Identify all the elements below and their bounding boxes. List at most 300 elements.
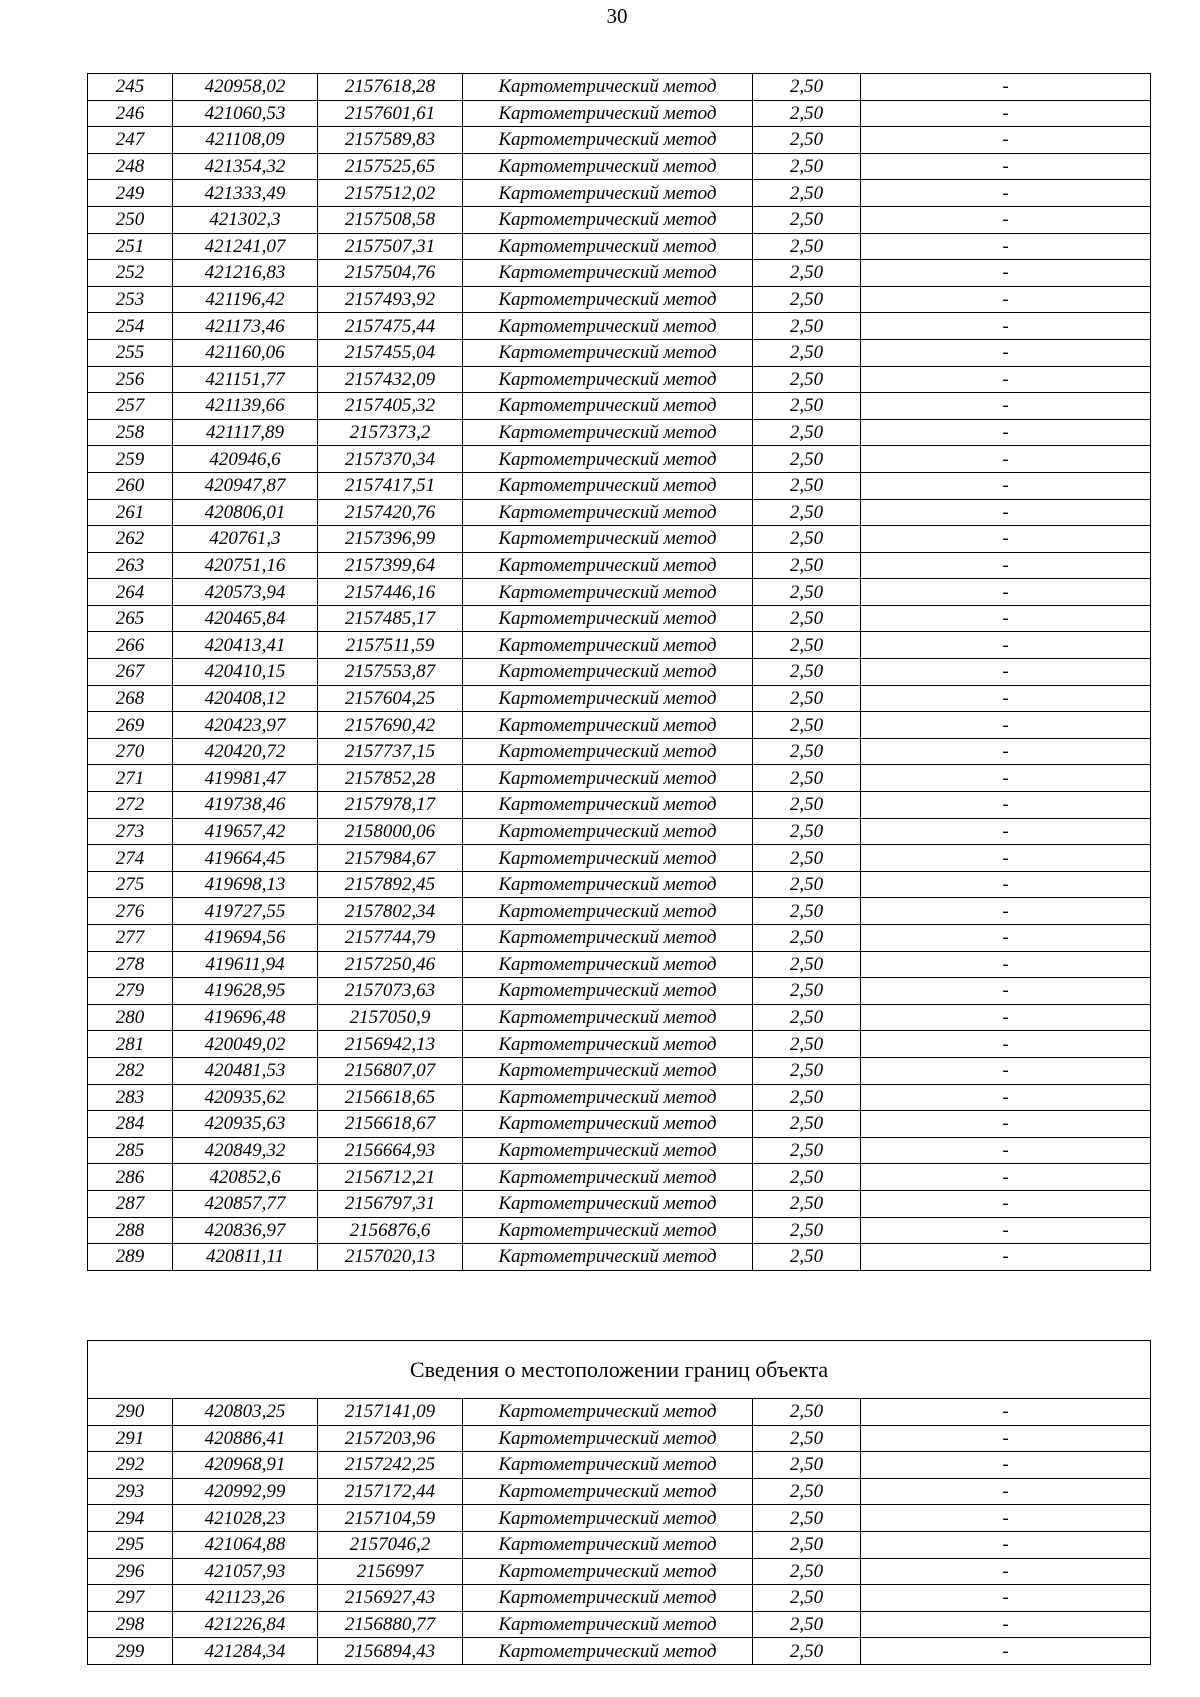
x-coordinate-cell: 419694,56 xyxy=(173,925,318,952)
y-coordinate-cell: 2158000,06 xyxy=(318,818,463,845)
note-cell: - xyxy=(861,1531,1151,1558)
method-cell: Картометрический метод xyxy=(463,153,753,180)
y-coordinate-cell: 2156618,67 xyxy=(318,1111,463,1138)
y-coordinate-cell: 2157203,96 xyxy=(318,1425,463,1452)
accuracy-cell: 2,50 xyxy=(753,1531,861,1558)
x-coordinate-cell: 420049,02 xyxy=(173,1031,318,1058)
x-coordinate-cell: 420573,94 xyxy=(173,579,318,606)
table-row xyxy=(88,1478,1151,1505)
accuracy-cell: 2,50 xyxy=(753,1137,861,1164)
method-cell: Картометрический метод xyxy=(463,1217,753,1244)
point-number-cell: 274 xyxy=(88,845,173,872)
point-number-cell: 254 xyxy=(88,313,173,340)
x-coordinate-cell: 419738,46 xyxy=(173,792,318,819)
y-coordinate-cell: 2156997 xyxy=(318,1558,463,1585)
y-coordinate-cell: 2157250,46 xyxy=(318,951,463,978)
method-cell: Картометрический метод xyxy=(463,100,753,127)
note-cell: - xyxy=(861,1399,1151,1426)
point-number-cell: 276 xyxy=(88,898,173,925)
y-coordinate-cell: 2157511,59 xyxy=(318,632,463,659)
method-cell: Картометрический метод xyxy=(463,951,753,978)
point-number-cell: 259 xyxy=(88,446,173,473)
table-row xyxy=(88,499,1151,526)
method-cell: Картометрический метод xyxy=(463,605,753,632)
y-coordinate-cell: 2157744,79 xyxy=(318,925,463,952)
table-row xyxy=(88,898,1151,925)
y-coordinate-cell: 2156664,93 xyxy=(318,1137,463,1164)
method-cell: Картометрический метод xyxy=(463,339,753,366)
point-number-cell: 256 xyxy=(88,366,173,393)
accuracy-cell: 2,50 xyxy=(753,74,861,101)
note-cell: - xyxy=(861,1190,1151,1217)
accuracy-cell: 2,50 xyxy=(753,738,861,765)
accuracy-cell: 2,50 xyxy=(753,1585,861,1612)
note-cell: - xyxy=(861,127,1151,154)
accuracy-cell: 2,50 xyxy=(753,180,861,207)
accuracy-cell: 2,50 xyxy=(753,526,861,553)
note-cell: - xyxy=(861,1111,1151,1138)
accuracy-cell: 2,50 xyxy=(753,1611,861,1638)
note-cell: - xyxy=(861,180,1151,207)
accuracy-cell: 2,50 xyxy=(753,818,861,845)
point-number-cell: 261 xyxy=(88,499,173,526)
x-coordinate-cell: 421226,84 xyxy=(173,1611,318,1638)
method-cell: Картометрический метод xyxy=(463,526,753,553)
accuracy-cell: 2,50 xyxy=(753,472,861,499)
point-number-cell: 292 xyxy=(88,1452,173,1479)
x-coordinate-cell: 421196,42 xyxy=(173,286,318,313)
table-row xyxy=(88,1505,1151,1532)
point-number-cell: 283 xyxy=(88,1084,173,1111)
accuracy-cell: 2,50 xyxy=(753,579,861,606)
note-cell: - xyxy=(861,1031,1151,1058)
x-coordinate-cell: 421302,3 xyxy=(173,206,318,233)
method-cell: Картометрический метод xyxy=(463,366,753,393)
method-cell: Картометрический метод xyxy=(463,792,753,819)
method-cell: Картометрический метод xyxy=(463,286,753,313)
x-coordinate-cell: 421216,83 xyxy=(173,260,318,287)
method-cell: Картометрический метод xyxy=(463,632,753,659)
x-coordinate-cell: 420465,84 xyxy=(173,605,318,632)
note-cell: - xyxy=(861,260,1151,287)
method-cell: Картометрический метод xyxy=(463,1190,753,1217)
x-coordinate-cell: 421241,07 xyxy=(173,233,318,260)
y-coordinate-cell: 2157852,28 xyxy=(318,765,463,792)
table-row xyxy=(88,153,1151,180)
x-coordinate-cell: 420761,3 xyxy=(173,526,318,553)
method-cell: Картометрический метод xyxy=(463,845,753,872)
note-cell: - xyxy=(861,871,1151,898)
x-coordinate-cell: 419727,55 xyxy=(173,898,318,925)
method-cell: Картометрический метод xyxy=(463,260,753,287)
accuracy-cell: 2,50 xyxy=(753,925,861,952)
method-cell: Картометрический метод xyxy=(463,393,753,420)
y-coordinate-cell: 2156942,13 xyxy=(318,1031,463,1058)
accuracy-cell: 2,50 xyxy=(753,978,861,1005)
point-number-cell: 286 xyxy=(88,1164,173,1191)
method-cell: Картометрический метод xyxy=(463,712,753,739)
table-row xyxy=(88,393,1151,420)
accuracy-cell: 2,50 xyxy=(753,1164,861,1191)
point-number-cell: 265 xyxy=(88,605,173,632)
method-cell: Картометрический метод xyxy=(463,1031,753,1058)
x-coordinate-cell: 420992,99 xyxy=(173,1478,318,1505)
x-coordinate-cell: 419628,95 xyxy=(173,978,318,1005)
y-coordinate-cell: 2157512,02 xyxy=(318,180,463,207)
method-cell: Картометрический метод xyxy=(463,685,753,712)
note-cell: - xyxy=(861,419,1151,446)
method-cell: Картометрический метод xyxy=(463,1585,753,1612)
coordinates-table-top xyxy=(87,73,1151,1271)
accuracy-cell: 2,50 xyxy=(753,659,861,686)
method-cell: Картометрический метод xyxy=(463,1057,753,1084)
method-cell: Картометрический метод xyxy=(463,552,753,579)
accuracy-cell: 2,50 xyxy=(753,1425,861,1452)
table-row xyxy=(88,1111,1151,1138)
table-row xyxy=(88,792,1151,819)
y-coordinate-cell: 2157978,17 xyxy=(318,792,463,819)
table-row xyxy=(88,526,1151,553)
table-row xyxy=(88,206,1151,233)
accuracy-cell: 2,50 xyxy=(753,206,861,233)
table-row xyxy=(88,925,1151,952)
table-row xyxy=(88,579,1151,606)
table-row xyxy=(88,685,1151,712)
y-coordinate-cell: 2157373,2 xyxy=(318,419,463,446)
point-number-cell: 288 xyxy=(88,1217,173,1244)
y-coordinate-cell: 2157618,28 xyxy=(318,74,463,101)
method-cell: Картометрический метод xyxy=(463,1084,753,1111)
note-cell: - xyxy=(861,1057,1151,1084)
x-coordinate-cell: 420886,41 xyxy=(173,1425,318,1452)
accuracy-cell: 2,50 xyxy=(753,951,861,978)
x-coordinate-cell: 420946,6 xyxy=(173,446,318,473)
accuracy-cell: 2,50 xyxy=(753,1217,861,1244)
x-coordinate-cell: 420481,53 xyxy=(173,1057,318,1084)
method-cell: Картометрический метод xyxy=(463,233,753,260)
section-heading-row xyxy=(88,1341,1151,1399)
table-row xyxy=(88,472,1151,499)
point-number-cell: 285 xyxy=(88,1137,173,1164)
table-row xyxy=(88,1190,1151,1217)
y-coordinate-cell: 2157589,83 xyxy=(318,127,463,154)
accuracy-cell: 2,50 xyxy=(753,233,861,260)
method-cell: Картометрический метод xyxy=(463,898,753,925)
accuracy-cell: 2,50 xyxy=(753,1558,861,1585)
point-number-cell: 264 xyxy=(88,579,173,606)
table-row xyxy=(88,1164,1151,1191)
method-cell: Картометрический метод xyxy=(463,1399,753,1426)
accuracy-cell: 2,50 xyxy=(753,153,861,180)
accuracy-cell: 2,50 xyxy=(753,419,861,446)
table-row xyxy=(88,446,1151,473)
y-coordinate-cell: 2157141,09 xyxy=(318,1399,463,1426)
point-number-cell: 258 xyxy=(88,419,173,446)
method-cell: Картометрический метод xyxy=(463,978,753,1005)
method-cell: Картометрический метод xyxy=(463,419,753,446)
y-coordinate-cell: 2157242,25 xyxy=(318,1452,463,1479)
y-coordinate-cell: 2157417,51 xyxy=(318,472,463,499)
method-cell: Картометрический метод xyxy=(463,446,753,473)
table-row xyxy=(88,313,1151,340)
note-cell: - xyxy=(861,366,1151,393)
x-coordinate-cell: 420968,91 xyxy=(173,1452,318,1479)
x-coordinate-cell: 420935,62 xyxy=(173,1084,318,1111)
note-cell: - xyxy=(861,100,1151,127)
point-number-cell: 279 xyxy=(88,978,173,1005)
y-coordinate-cell: 2156712,21 xyxy=(318,1164,463,1191)
table-row xyxy=(88,1399,1151,1426)
note-cell: - xyxy=(861,579,1151,606)
method-cell: Картометрический метод xyxy=(463,1004,753,1031)
table-row xyxy=(88,765,1151,792)
note-cell: - xyxy=(861,206,1151,233)
coordinates-table-bottom xyxy=(87,1340,1151,1665)
note-cell: - xyxy=(861,1244,1151,1271)
point-number-cell: 255 xyxy=(88,339,173,366)
y-coordinate-cell: 2157802,34 xyxy=(318,898,463,925)
table-row xyxy=(88,1217,1151,1244)
accuracy-cell: 2,50 xyxy=(753,685,861,712)
x-coordinate-cell: 420852,6 xyxy=(173,1164,318,1191)
y-coordinate-cell: 2157604,25 xyxy=(318,685,463,712)
table-row xyxy=(88,605,1151,632)
table-row xyxy=(88,419,1151,446)
note-cell: - xyxy=(861,233,1151,260)
point-number-cell: 290 xyxy=(88,1399,173,1426)
x-coordinate-cell: 421108,09 xyxy=(173,127,318,154)
section-title: Сведения о местоположении границ объекта xyxy=(88,1341,1151,1399)
y-coordinate-cell: 2157525,65 xyxy=(318,153,463,180)
y-coordinate-cell: 2157405,32 xyxy=(318,393,463,420)
point-number-cell: 269 xyxy=(88,712,173,739)
point-number-cell: 273 xyxy=(88,818,173,845)
accuracy-cell: 2,50 xyxy=(753,1244,861,1271)
table-row xyxy=(88,1558,1151,1585)
note-cell: - xyxy=(861,1558,1151,1585)
x-coordinate-cell: 420803,25 xyxy=(173,1399,318,1426)
y-coordinate-cell: 2157046,2 xyxy=(318,1531,463,1558)
table-row xyxy=(88,366,1151,393)
point-number-cell: 284 xyxy=(88,1111,173,1138)
note-cell: - xyxy=(861,1505,1151,1532)
point-number-cell: 246 xyxy=(88,100,173,127)
y-coordinate-cell: 2157553,87 xyxy=(318,659,463,686)
table-row xyxy=(88,818,1151,845)
point-number-cell: 294 xyxy=(88,1505,173,1532)
accuracy-cell: 2,50 xyxy=(753,712,861,739)
table-row xyxy=(88,1585,1151,1612)
accuracy-cell: 2,50 xyxy=(753,366,861,393)
method-cell: Картометрический метод xyxy=(463,925,753,952)
method-cell: Картометрический метод xyxy=(463,765,753,792)
accuracy-cell: 2,50 xyxy=(753,499,861,526)
table-row xyxy=(88,1638,1151,1665)
accuracy-cell: 2,50 xyxy=(753,765,861,792)
y-coordinate-cell: 2157455,04 xyxy=(318,339,463,366)
point-number-cell: 248 xyxy=(88,153,173,180)
method-cell: Картометрический метод xyxy=(463,1478,753,1505)
method-cell: Картометрический метод xyxy=(463,1137,753,1164)
accuracy-cell: 2,50 xyxy=(753,1478,861,1505)
table-row xyxy=(88,286,1151,313)
y-coordinate-cell: 2156618,65 xyxy=(318,1084,463,1111)
note-cell: - xyxy=(861,765,1151,792)
accuracy-cell: 2,50 xyxy=(753,632,861,659)
note-cell: - xyxy=(861,499,1151,526)
y-coordinate-cell: 2157485,17 xyxy=(318,605,463,632)
table-row xyxy=(88,127,1151,154)
accuracy-cell: 2,50 xyxy=(753,1399,861,1426)
table-row xyxy=(88,659,1151,686)
point-number-cell: 260 xyxy=(88,472,173,499)
x-coordinate-cell: 420410,15 xyxy=(173,659,318,686)
y-coordinate-cell: 2157446,16 xyxy=(318,579,463,606)
y-coordinate-cell: 2157073,63 xyxy=(318,978,463,1005)
point-number-cell: 287 xyxy=(88,1190,173,1217)
y-coordinate-cell: 2157690,42 xyxy=(318,712,463,739)
accuracy-cell: 2,50 xyxy=(753,1084,861,1111)
x-coordinate-cell: 420413,41 xyxy=(173,632,318,659)
table-row xyxy=(88,233,1151,260)
y-coordinate-cell: 2157892,45 xyxy=(318,871,463,898)
point-number-cell: 289 xyxy=(88,1244,173,1271)
note-cell: - xyxy=(861,446,1151,473)
note-cell: - xyxy=(861,1137,1151,1164)
note-cell: - xyxy=(861,1452,1151,1479)
point-number-cell: 277 xyxy=(88,925,173,952)
accuracy-cell: 2,50 xyxy=(753,339,861,366)
x-coordinate-cell: 420423,97 xyxy=(173,712,318,739)
accuracy-cell: 2,50 xyxy=(753,1004,861,1031)
note-cell: - xyxy=(861,1425,1151,1452)
note-cell: - xyxy=(861,659,1151,686)
table-row xyxy=(88,260,1151,287)
x-coordinate-cell: 419981,47 xyxy=(173,765,318,792)
accuracy-cell: 2,50 xyxy=(753,1452,861,1479)
x-coordinate-cell: 421028,23 xyxy=(173,1505,318,1532)
point-number-cell: 282 xyxy=(88,1057,173,1084)
table-row xyxy=(88,1244,1151,1271)
note-cell: - xyxy=(861,153,1151,180)
method-cell: Картометрический метод xyxy=(463,472,753,499)
y-coordinate-cell: 2157104,59 xyxy=(318,1505,463,1532)
x-coordinate-cell: 421064,88 xyxy=(173,1531,318,1558)
table-row xyxy=(88,180,1151,207)
table-row xyxy=(88,1084,1151,1111)
note-cell: - xyxy=(861,925,1151,952)
method-cell: Картометрический метод xyxy=(463,1505,753,1532)
method-cell: Картометрический метод xyxy=(463,313,753,340)
note-cell: - xyxy=(861,978,1151,1005)
table-row xyxy=(88,1031,1151,1058)
accuracy-cell: 2,50 xyxy=(753,260,861,287)
note-cell: - xyxy=(861,845,1151,872)
accuracy-cell: 2,50 xyxy=(753,898,861,925)
y-coordinate-cell: 2157399,64 xyxy=(318,552,463,579)
point-number-cell: 267 xyxy=(88,659,173,686)
point-number-cell: 278 xyxy=(88,951,173,978)
method-cell: Картометрический метод xyxy=(463,1531,753,1558)
y-coordinate-cell: 2157370,34 xyxy=(318,446,463,473)
point-number-cell: 262 xyxy=(88,526,173,553)
point-number-cell: 253 xyxy=(88,286,173,313)
x-coordinate-cell: 419657,42 xyxy=(173,818,318,845)
x-coordinate-cell: 420935,63 xyxy=(173,1111,318,1138)
note-cell: - xyxy=(861,898,1151,925)
x-coordinate-cell: 420420,72 xyxy=(173,738,318,765)
x-coordinate-cell: 420408,12 xyxy=(173,685,318,712)
note-cell: - xyxy=(861,712,1151,739)
accuracy-cell: 2,50 xyxy=(753,1505,861,1532)
x-coordinate-cell: 420751,16 xyxy=(173,552,318,579)
table-row xyxy=(88,1425,1151,1452)
table-row xyxy=(88,552,1151,579)
note-cell: - xyxy=(861,605,1151,632)
point-number-cell: 270 xyxy=(88,738,173,765)
method-cell: Картометрический метод xyxy=(463,818,753,845)
x-coordinate-cell: 421117,89 xyxy=(173,419,318,446)
point-number-cell: 295 xyxy=(88,1531,173,1558)
table-row xyxy=(88,339,1151,366)
y-coordinate-cell: 2157396,99 xyxy=(318,526,463,553)
table-row xyxy=(88,1531,1151,1558)
y-coordinate-cell: 2157504,76 xyxy=(318,260,463,287)
y-coordinate-cell: 2157737,15 xyxy=(318,738,463,765)
method-cell: Картометрический метод xyxy=(463,1452,753,1479)
note-cell: - xyxy=(861,1004,1151,1031)
y-coordinate-cell: 2157432,09 xyxy=(318,366,463,393)
point-number-cell: 272 xyxy=(88,792,173,819)
y-coordinate-cell: 2156797,31 xyxy=(318,1190,463,1217)
table-row xyxy=(88,871,1151,898)
note-cell: - xyxy=(861,286,1151,313)
method-cell: Картометрический метод xyxy=(463,1425,753,1452)
point-number-cell: 250 xyxy=(88,206,173,233)
point-number-cell: 247 xyxy=(88,127,173,154)
point-number-cell: 297 xyxy=(88,1585,173,1612)
note-cell: - xyxy=(861,552,1151,579)
y-coordinate-cell: 2157050,9 xyxy=(318,1004,463,1031)
accuracy-cell: 2,50 xyxy=(753,446,861,473)
note-cell: - xyxy=(861,1084,1151,1111)
point-number-cell: 245 xyxy=(88,74,173,101)
accuracy-cell: 2,50 xyxy=(753,1190,861,1217)
x-coordinate-cell: 421057,93 xyxy=(173,1558,318,1585)
note-cell: - xyxy=(861,792,1151,819)
x-coordinate-cell: 421333,49 xyxy=(173,180,318,207)
x-coordinate-cell: 421173,46 xyxy=(173,313,318,340)
x-coordinate-cell: 420811,11 xyxy=(173,1244,318,1271)
point-number-cell: 281 xyxy=(88,1031,173,1058)
table-row xyxy=(88,100,1151,127)
table-row xyxy=(88,632,1151,659)
y-coordinate-cell: 2157475,44 xyxy=(318,313,463,340)
point-number-cell: 252 xyxy=(88,260,173,287)
method-cell: Картометрический метод xyxy=(463,1111,753,1138)
y-coordinate-cell: 2156880,77 xyxy=(318,1611,463,1638)
note-cell: - xyxy=(861,1638,1151,1665)
point-number-cell: 251 xyxy=(88,233,173,260)
x-coordinate-cell: 420947,87 xyxy=(173,472,318,499)
accuracy-cell: 2,50 xyxy=(753,393,861,420)
y-coordinate-cell: 2156927,43 xyxy=(318,1585,463,1612)
x-coordinate-cell: 421139,66 xyxy=(173,393,318,420)
y-coordinate-cell: 2156894,43 xyxy=(318,1638,463,1665)
y-coordinate-cell: 2157172,44 xyxy=(318,1478,463,1505)
method-cell: Картометрический метод xyxy=(463,1244,753,1271)
method-cell: Картометрический метод xyxy=(463,206,753,233)
